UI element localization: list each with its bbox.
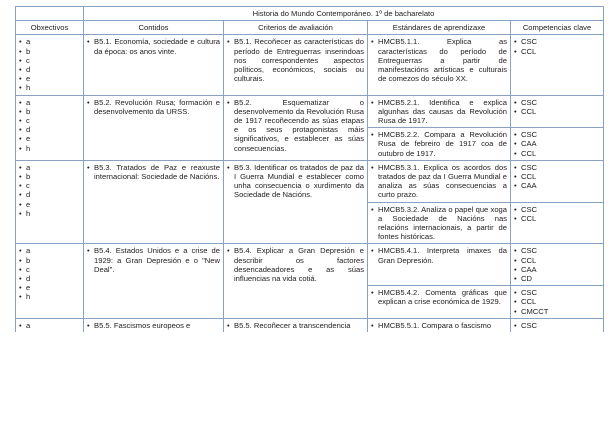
competence-item: • CCL — [514, 214, 600, 223]
objective-item: • h — [19, 292, 80, 301]
objective-item: • b — [19, 47, 80, 56]
standard-cell — [368, 202, 511, 244]
objective-item: • h — [19, 144, 80, 153]
criteria-text: • B5.3. Identificar os tratados de paz da I Guerra Mundial e establecer como unha consecuencia o xurdimento da Sociedade de Nacións. — [227, 163, 364, 200]
competences-cell — [511, 244, 604, 286]
competence-item: • CCL — [514, 172, 600, 181]
standard-text: • HMCB5.5.1. Compara o fascismo — [371, 321, 507, 330]
criteria-cell — [224, 95, 368, 160]
standard-cell — [368, 286, 511, 319]
competence-item: • CMCCT — [514, 307, 600, 316]
objective-item: • a — [19, 246, 80, 255]
objective-item: • b — [19, 172, 80, 181]
standard-text: • HMCB5.1.1. Explica as características do período de Entreguerras a partir de manifestacións artísticas e culturais de comezos do século XX. — [371, 37, 507, 83]
objective-item: • c — [19, 56, 80, 65]
content-text: • B5.3. Tratados de Paz e reaxuste internacional: Sociedade de Nacións. — [87, 163, 220, 181]
standard-cell — [368, 318, 511, 332]
standard-cell — [368, 95, 511, 128]
competence-item: • CD — [514, 274, 600, 283]
standard-cell — [368, 128, 511, 161]
column-header-criteria: Criterios de avaliación — [224, 21, 368, 35]
criteria-text: • B5.4. Explicar a Gran Depresión e describir os factores desencadeadores e as súas influencias na vida cotiá. — [227, 246, 364, 283]
column-header-contents: Contidos — [84, 21, 224, 35]
objectives-cell — [16, 318, 84, 332]
competence-item: • CAA — [514, 181, 600, 190]
curriculum-table — [15, 6, 604, 332]
standard-text: • HMCB5.2.2. Compara a Revolución Rusa de febreiro de 1917 coa de outubro de 1917. — [371, 130, 507, 158]
competence-item: • CCL — [514, 297, 600, 306]
criteria-text: • B5.5. Recoñecer a transcendencia — [227, 321, 364, 330]
table-row — [16, 35, 604, 95]
content-text: • B5.1. Economía, sociedade e cultura da época: os anos vinte. — [87, 37, 220, 55]
table-row — [16, 95, 604, 128]
competence-item: • CCL — [514, 47, 600, 56]
competence-item: • CSC — [514, 163, 600, 172]
column-header-objectives: Obxectivos — [16, 21, 84, 35]
objectives-cell — [16, 160, 84, 244]
header-blank-cell — [16, 7, 84, 21]
table-row — [16, 318, 604, 332]
objective-item: • d — [19, 125, 80, 134]
competence-item: • CSC — [514, 37, 600, 46]
column-header-standards: Estándares de aprendizaxe — [368, 21, 511, 35]
competence-item: • CCL — [514, 256, 600, 265]
objective-item: • a — [19, 98, 80, 107]
objective-item: • c — [19, 265, 80, 274]
content-cell — [84, 35, 224, 95]
table-row — [16, 244, 604, 286]
objective-item: • d — [19, 65, 80, 74]
competences-cell — [511, 202, 604, 244]
competences-cell — [511, 128, 604, 161]
competences-cell — [511, 95, 604, 128]
competences-cell — [511, 318, 604, 332]
competence-item: • CSC — [514, 130, 600, 139]
objective-item: • b — [19, 107, 80, 116]
objective-item: • d — [19, 190, 80, 199]
content-cell — [84, 160, 224, 244]
competence-item: • CSC — [514, 321, 600, 330]
competence-item: • CSC — [514, 205, 600, 214]
criteria-text: • B5.1. Recoñecer as características do período de Entreguerras inserindoas nos correspondentes aspectos políticos, económicos, sociais ou culturais. — [227, 37, 364, 83]
standard-text: • HMCB5.4.1. Interpreta imaxes da Gran Depresión. — [371, 246, 507, 264]
table-title: Historia do Mundo Contemporáneo. 1º de bacharelato — [84, 7, 604, 21]
criteria-cell — [224, 160, 368, 244]
objective-item: • c — [19, 181, 80, 190]
objective-item: • c — [19, 116, 80, 125]
content-text: • B5.2. Revolución Rusa; formación e desenvolvemento da URSS. — [87, 98, 220, 116]
criteria-cell — [224, 35, 368, 95]
competence-item: • CAA — [514, 139, 600, 148]
objective-item: • e — [19, 283, 80, 292]
objective-item: • d — [19, 274, 80, 283]
competence-item: • CAA — [514, 265, 600, 274]
objectives-cell — [16, 35, 84, 95]
criteria-cell — [224, 244, 368, 318]
standard-cell — [368, 160, 511, 202]
standard-cell — [368, 35, 511, 95]
objective-item: • e — [19, 74, 80, 83]
criteria-cell — [224, 318, 368, 332]
table-body — [16, 35, 604, 332]
competence-item: • CCL — [514, 107, 600, 116]
column-header-competences: Competencias clave — [511, 21, 604, 35]
objective-item: • a — [19, 321, 80, 330]
competence-item: • CCL — [514, 149, 600, 158]
content-text: • B5.5. Fascismos europeos e — [87, 321, 220, 330]
objective-item: • a — [19, 37, 80, 46]
competences-cell — [511, 160, 604, 202]
competences-cell — [511, 286, 604, 319]
content-cell — [84, 244, 224, 318]
objective-item: • e — [19, 200, 80, 209]
competence-item: • CSC — [514, 246, 600, 255]
objective-item: • b — [19, 256, 80, 265]
competences-cell — [511, 35, 604, 95]
objective-item: • e — [19, 134, 80, 143]
standard-text: • HMCB5.3.1. Explica os acordos dos tratados de paz da I Guerra Mundial e analiza as súas consecuencias a curto prazo. — [371, 163, 507, 200]
content-cell — [84, 318, 224, 332]
objective-item: • h — [19, 83, 80, 92]
objective-item: • h — [19, 209, 80, 218]
standard-text: • HMCB5.3.2. Analiza o papel que xoga a Sociedade de Nacións nas relacións internacionais, a partir de fontes históricas. — [371, 205, 507, 242]
standard-cell — [368, 244, 511, 286]
competence-item: • CSC — [514, 98, 600, 107]
content-cell — [84, 95, 224, 160]
standard-text: • HMCB5.2.1. Identifica e explica algunhas das causas da Revolución Rusa de 1917. — [371, 98, 507, 126]
objective-item: • a — [19, 163, 80, 172]
table-row — [16, 160, 604, 202]
content-text: • B5.4. Estados Unidos e a crise de 1929: a Gran Depresión e o "New Deal". — [87, 246, 220, 274]
objectives-cell — [16, 95, 84, 160]
standard-text: • HMCB5.4.2. Comenta gráficas que explican a crise económica de 1929. — [371, 288, 507, 306]
criteria-text: • B5.2. Esquematizar o desenvolvemento da Revolución Rusa de 1917 recoñecendo as súas etapas e os seus protagonistas máis significativos, e establecer as súas consecuencias. — [227, 98, 364, 153]
objectives-cell — [16, 244, 84, 318]
competence-item: • CSC — [514, 288, 600, 297]
